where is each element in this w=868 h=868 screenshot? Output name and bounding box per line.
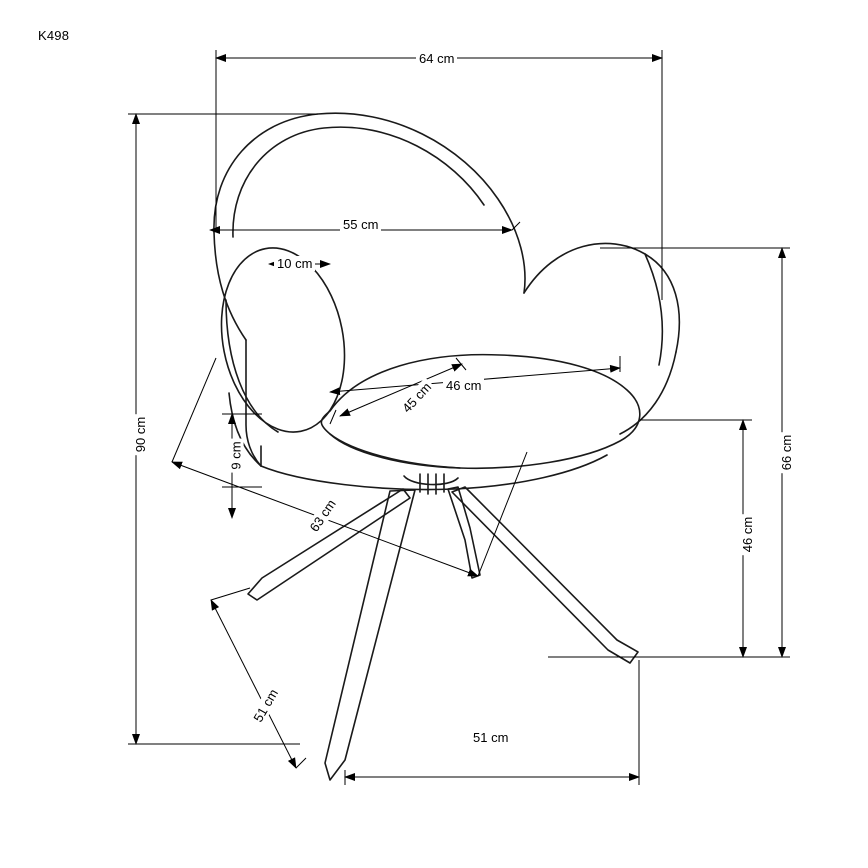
dim-label-seat-width: 45 cm: [397, 377, 436, 418]
dim-label-backrest-width: 55 cm: [340, 217, 381, 232]
model-code-label: K498: [38, 28, 70, 43]
dim-label-overall-height: 90 cm: [133, 414, 148, 455]
dim-label-armrest-thickness: 10 cm: [274, 256, 315, 271]
dim-label-armrest-height: 66 cm: [779, 432, 794, 473]
dimension-lines: [128, 50, 790, 785]
chair-outline: [206, 113, 679, 780]
dim-label-seat-height: 46 cm: [740, 514, 755, 555]
dim-label-base-spread-front: 63 cm: [305, 494, 341, 537]
dim-line-base-leg-left: [211, 600, 296, 768]
dim-label-seat-cushion-height: 9 cm: [229, 438, 244, 472]
dim-label-seat-depth: 46 cm: [443, 378, 484, 393]
dim-label-base-leg-left: 51 cm: [249, 684, 283, 727]
dim-label-base-leg-front: 51 cm: [470, 730, 511, 745]
dim-label-overall-width: 64 cm: [416, 51, 457, 66]
